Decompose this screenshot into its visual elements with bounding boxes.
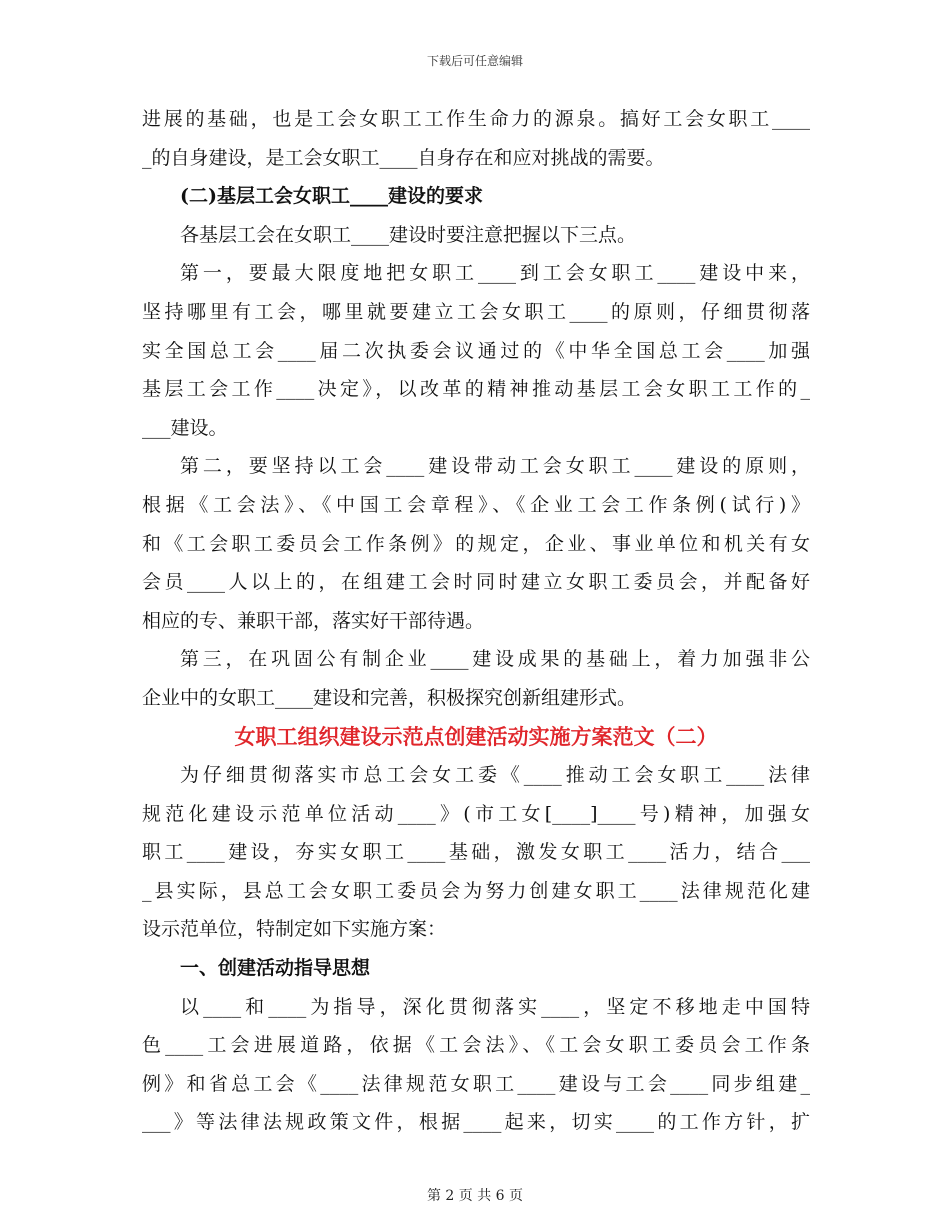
paragraph-line: ___》等法律法规政策文件，根据____起来，切实____的工作方针，扩	[142, 1111, 810, 1134]
paragraph-line: 为仔细贯彻落实市总工会女工委《____推动工会女职工____法律	[180, 764, 810, 787]
paragraph-line: 色____工会进展道路，依据《工会法》、《工会女职工委员会工作条	[142, 1034, 810, 1057]
paragraph-line: 以____和____为指导，深化贯彻落实____，坚定不移地走中国特	[180, 995, 810, 1018]
paragraph-line: 第三，在巩固公有制企业____建设成果的基础上，着力加强非公	[180, 648, 810, 671]
paragraph-line: 第二，要坚持以工会____建设带动工会女职工____建设的原则，	[180, 455, 810, 478]
paragraph-line: 相应的专、兼职干部，落实好干部待遇。	[142, 609, 485, 632]
paragraph-line: 实全国总工会____届二次执委会议通过的《中华全国总工会____加强	[142, 339, 810, 362]
paragraph-line: _的自身建设，是工会女职工____自身存在和应对挑战的需要。	[142, 146, 665, 169]
paragraph-line: 根据《工会法》、《中国工会章程》、《企业工会工作条例(试行)》	[142, 493, 810, 516]
subsection-heading: (二)基层工会女职工____建设的要求	[180, 185, 483, 208]
subsection-heading: 一、创建活动指导思想	[180, 957, 371, 980]
paragraph-line: 基层工会工作____决定》，以改革的精神推动基层工会女职工工作的_	[142, 378, 810, 401]
paragraph-line: 第一，要最大限度地把女职工____到工会女职工____建设中来，	[180, 262, 810, 285]
paragraph-line: 企业中的女职工____建设和完善，积极探究创新组建形式。	[142, 686, 637, 709]
paragraph-line: _县实际，县总工会女职工委员会为努力创建女职工____法律规范化建	[142, 879, 810, 902]
paragraph-line: 设示范单位，特制定如下实施方案：	[142, 918, 447, 941]
paragraph-line: ___建设。	[142, 416, 228, 439]
document-body	[142, 100, 810, 1142]
paragraph-line: 例》和省总工会《____法律规范女职工____建设与工会____同步组建_	[142, 1072, 810, 1095]
section-title: 女职工组织建设示范点创建活动实施方案范文（二）	[234, 723, 718, 749]
page-footer: 第 2 页 共 6 页	[426, 1188, 524, 1204]
paragraph-line: 和《工会职工委员会工作条例》的规定，企业、事业单位和机关有女	[142, 532, 810, 555]
paragraph-line: 坚持哪里有工会，哪里就要建立工会女职工____的原则，仔细贯彻落	[142, 300, 810, 323]
paragraph-line: 进展的基础，也是工会女职工工作生命力的源泉。搞好工会女职工____	[142, 108, 810, 130]
paragraph-line: 规范化建设示范单位活动____》(市工女[____]____号)精神，加强女	[142, 802, 810, 825]
paragraph-line: 职工____建设，夯实女职工____基础，激发女职工____活力，结合___	[142, 841, 810, 864]
paragraph-line: 各基层工会在女职工____建设时要注意把握以下三点。	[180, 223, 637, 246]
page-header: 下载后可任意编辑	[426, 54, 523, 68]
paragraph-line: 会员____人以上的，在组建工会时同时建立女职工委员会，并配备好	[142, 571, 810, 594]
